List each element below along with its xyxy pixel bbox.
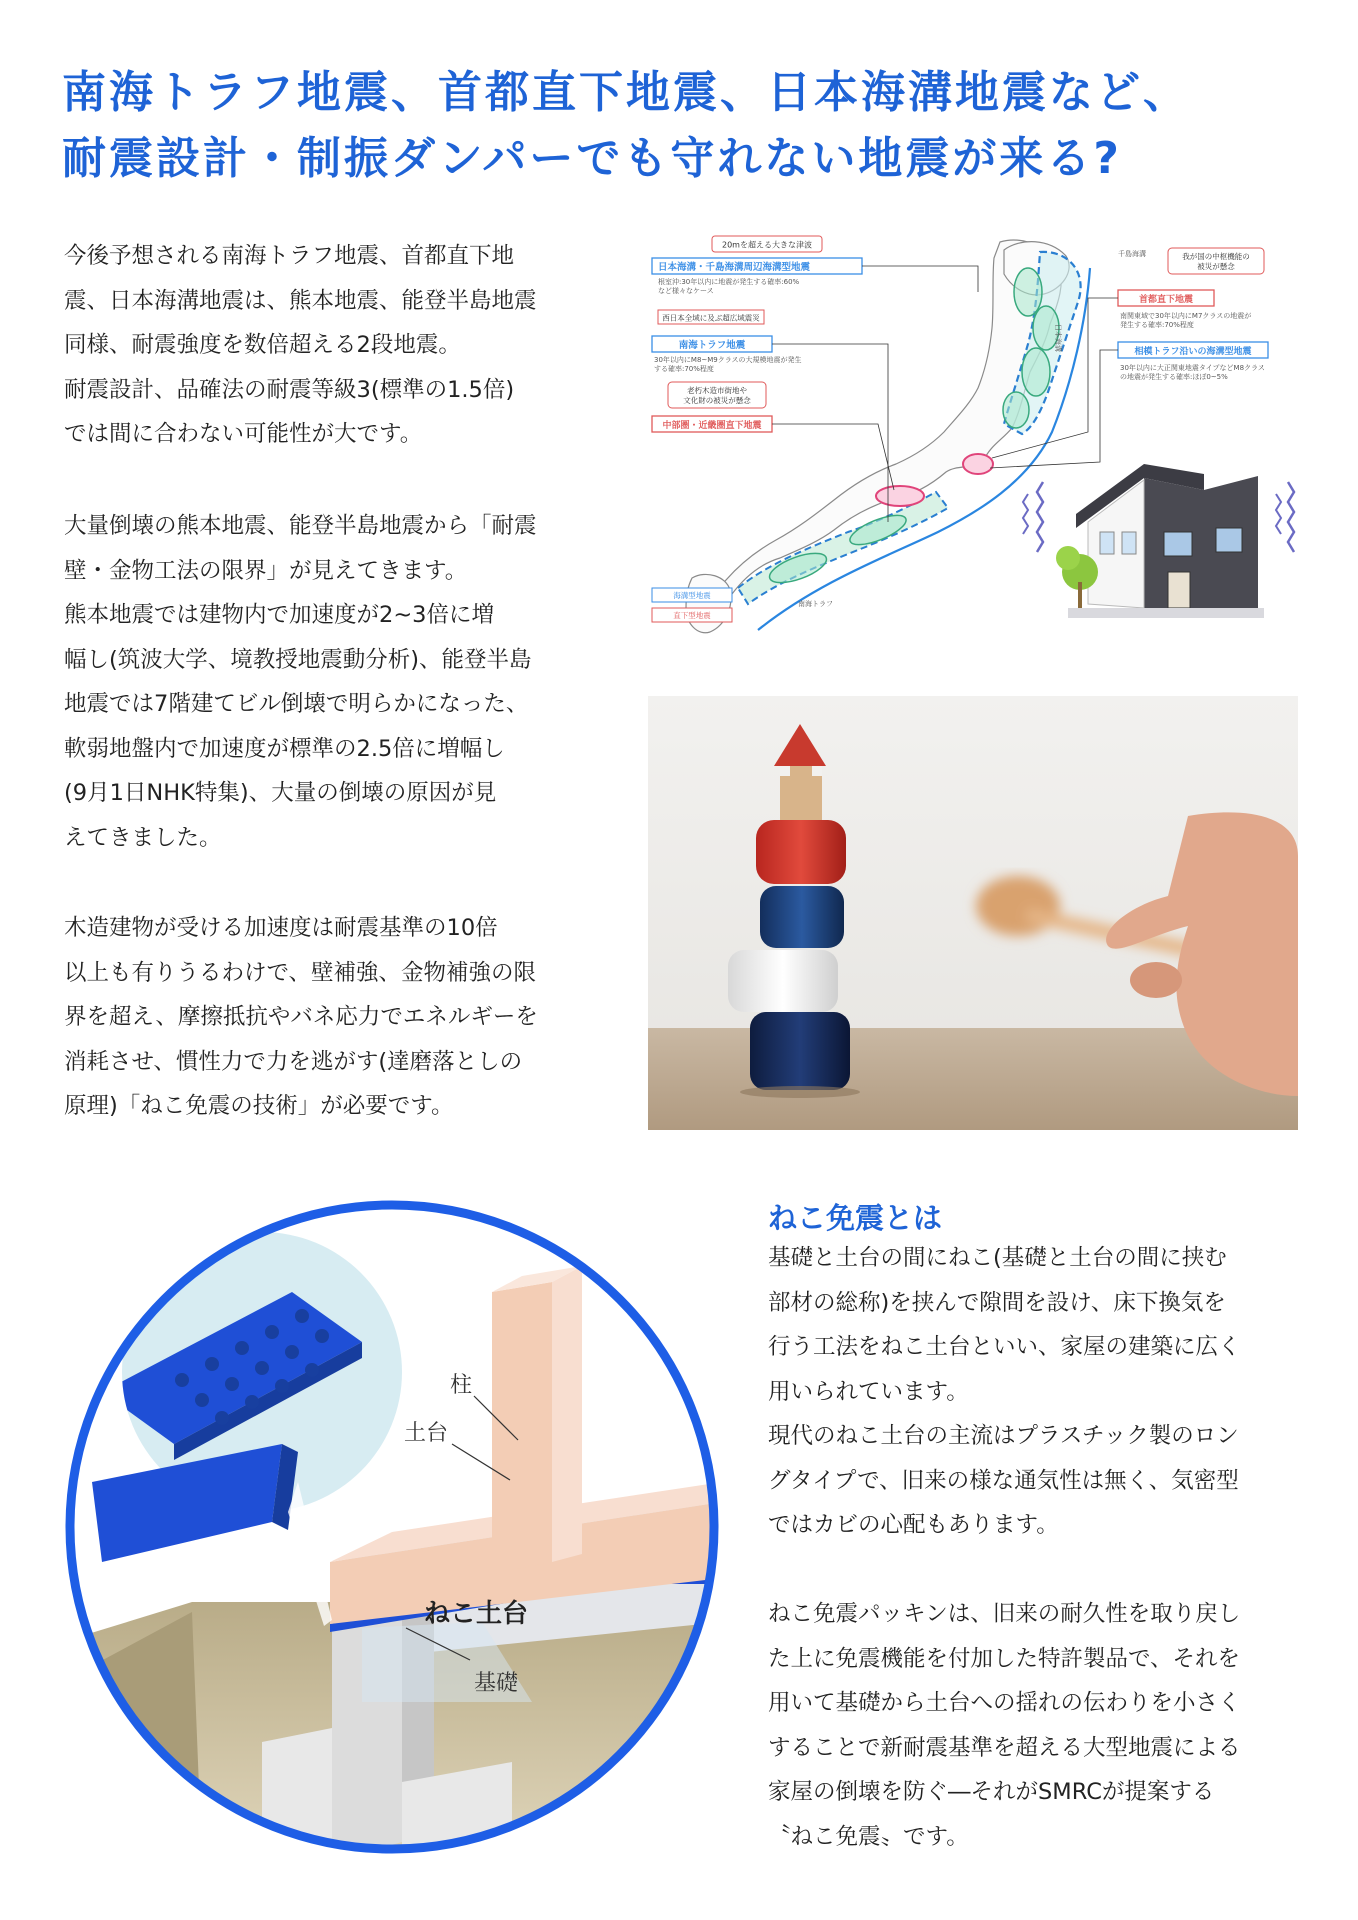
- svg-text:我が国の中枢機能の: 我が国の中枢機能の: [1182, 252, 1250, 261]
- white-block: [728, 950, 838, 1012]
- text-line: (9月1日NHK特集)、大量の倒壊の原因が見: [64, 780, 497, 806]
- section-heading: ねこ免震とは: [768, 1201, 943, 1235]
- shake-lines-left: [1037, 482, 1043, 552]
- label-sagami: [1118, 342, 1268, 381]
- section-paragraph-2: [768, 1592, 1308, 1859]
- text-line: 家屋の倒壊を防ぐ―それがSMRCが提案する: [768, 1779, 1215, 1805]
- text-line: ねこ免震パッキンは、旧来の耐久性を取り戻し: [768, 1601, 1241, 1627]
- text-line: 大量倒壊の熊本地震、能登半島地震から「耐震: [64, 513, 537, 539]
- label-kiso: 基礎: [474, 1671, 519, 1696]
- text-line: 耐震設計、品確法の耐震等級3(標準の1.5倍): [64, 376, 515, 403]
- page-title: [62, 60, 1312, 192]
- label-shuto: [1118, 290, 1251, 329]
- text-line: 壁・金物工法の限界」が見えてきます。: [64, 557, 468, 584]
- navy-block: [750, 1012, 850, 1090]
- text-line: 地震では7階建てビル倒壊で明らかになった、: [64, 691, 529, 717]
- svg-text:被災が懸念: 被災が懸念: [1197, 262, 1235, 271]
- intro-paragraph-3: [64, 906, 604, 1129]
- text-line: 震、日本海溝地震は、熊本地震、能登半島地震: [64, 287, 537, 314]
- text-line: 幅し(筑波大学、境教授地震動分析)、能登半島: [64, 646, 532, 673]
- zone-ellipse: [1022, 348, 1050, 396]
- title-line-1: 南海トラフ地震、首都直下地震、日本海溝地震など、: [62, 67, 1190, 118]
- svg-text:の地震が発生する確率:ほぼ0~5%: の地震が発生する確率:ほぼ0~5%: [1120, 373, 1228, 381]
- label-kokka: [1168, 248, 1264, 274]
- svg-text:直下型地震: 直下型地震: [673, 611, 711, 620]
- svg-text:海溝型地震: 海溝型地震: [673, 591, 711, 600]
- text-line: グタイプで、旧来の様な通気性は無く、気密型: [768, 1467, 1239, 1494]
- svg-text:南海トラフ地震: 南海トラフ地震: [678, 340, 746, 351]
- svg-text:相模トラフ沿いの海溝型地震: 相模トラフ沿いの海溝型地震: [1134, 347, 1252, 357]
- text-line: 原理)「ねこ免震の技術」が必要です。: [64, 1093, 454, 1119]
- text-line: 基礎と土台の間にねこ(基礎と土台の間に挟む: [768, 1245, 1227, 1271]
- text-line: 今後予想される南海トラフ地震、首都直下地: [64, 243, 515, 269]
- svg-text:老朽木造市街地や: 老朽木造市街地や: [687, 386, 747, 395]
- svg-text:する確率:70%程度: する確率:70%程度: [654, 365, 714, 373]
- red-block: [756, 820, 846, 884]
- svg-text:中部圏・近畿圏直下地震: 中部圏・近畿圏直下地震: [662, 421, 762, 431]
- svg-text:日本海溝・千島海溝周辺海溝型地震: 日本海溝・千島海溝周辺海溝型地震: [658, 262, 811, 273]
- label-neko-dodai: ねこ土台: [424, 1599, 529, 1629]
- text-line: 以上も有りうるわけで、壁補強、金物補強の限: [64, 959, 537, 986]
- earthquake-map: [648, 232, 1298, 652]
- title-line-2: 耐震設計・制振ダンパーでも守れない地震が来る?: [62, 133, 1122, 184]
- svg-text:西日本全域に及ぶ超広域震災: 西日本全域に及ぶ超広域震災: [662, 313, 760, 323]
- text-line: 同様、耐震強度を数倍超える2段地震。: [64, 332, 461, 358]
- label-chubu: [652, 416, 772, 432]
- text-line: 軟弱地盤内で加速度が標準の2.5倍に増幅し: [64, 735, 505, 762]
- text-line: 〝ねこ免震〟です。: [768, 1823, 969, 1850]
- intro-paragraph-2: [64, 504, 604, 860]
- svg-text:30年以内にM8~M9クラスの大規模地震が発生: 30年以内にM8~M9クラスの大規模地震が発生: [654, 356, 802, 364]
- text-line: えてきました。: [64, 824, 222, 851]
- label-bunka: [668, 382, 766, 408]
- blue-block: [760, 886, 844, 948]
- kyushu-outline: [686, 574, 731, 632]
- label-20m: [712, 236, 822, 252]
- text-line: 界を超え、摩擦抵抗やバネ応力でエネルギーを: [64, 1004, 538, 1030]
- text-line: では間に合わない可能性が大です。: [64, 421, 423, 447]
- label-nankai-trough: 南海トラフ: [798, 600, 833, 608]
- text-line: 部材の総称)を挟んで隙間を設け、床下換気を: [768, 1289, 1226, 1316]
- svg-text:文化財の被災が懸念: 文化財の被災が懸念: [683, 396, 751, 405]
- zone-ellipse: [1003, 392, 1029, 428]
- text-line: ではカビの心配もあります。: [768, 1512, 1059, 1538]
- label-hashira: 柱: [450, 1373, 473, 1398]
- text-line: た上に免震機能を付加した特許製品で、それを: [768, 1645, 1241, 1672]
- svg-text:首都直下地震: 首都直下地震: [1138, 295, 1194, 305]
- svg-text:発生する確率:70%程度: 発生する確率:70%程度: [1120, 321, 1194, 329]
- text-line: 現代のねこ土台の主流はプラスチック製のロン: [768, 1423, 1239, 1449]
- hashira-post: [492, 1266, 582, 1574]
- label-chishima: 千島海溝: [1118, 250, 1146, 258]
- shake-lines-right: [1288, 482, 1294, 552]
- text-line: することで新耐震基準を超える大型地震による: [768, 1734, 1241, 1761]
- epicenter-chubu: [876, 486, 924, 506]
- svg-text:30年以内に大正関東地震タイプなどM8クラス: 30年以内に大正関東地震タイプなどM8クラス: [1120, 364, 1265, 372]
- label-nishinihon: [658, 310, 764, 324]
- text-line: 木造建物が受ける加速度は耐震基準の10倍: [64, 915, 498, 941]
- zone-ellipse: [1014, 268, 1042, 316]
- neko-dodai-diagram: [62, 1182, 722, 1862]
- svg-text:など様々なケース: など様々なケース: [658, 287, 714, 295]
- daruma-otoshi-photo: [648, 696, 1298, 1130]
- label-dodai: 土台: [404, 1421, 449, 1446]
- svg-text:20mを超える大きな津波: 20mを超える大きな津波: [722, 240, 812, 250]
- text-line: 消耗させ、慣性力で力を逃がす(達磨落としの: [64, 1048, 523, 1075]
- text-line: 用いて基礎から土台への揺れの伝わりを小さく: [768, 1690, 1241, 1716]
- svg-text:南関東域で30年以内にM7クラスの地震が: 南関東域で30年以内にM7クラスの地震が: [1120, 312, 1252, 320]
- label-nihonkai: [652, 258, 862, 295]
- label-nankai: [652, 336, 802, 373]
- svg-text:根室沖:30年以内に地震が発生する確率:60%: 根室沖:30年以内に地震が発生する確率:60%: [658, 278, 800, 286]
- intro-paragraph-1: [64, 234, 604, 457]
- text-line: 用いられています。: [768, 1378, 969, 1405]
- house-illustration: [1023, 464, 1294, 618]
- text-line: 行う工法をねこ土台といい、家屋の建築に広く: [768, 1334, 1241, 1360]
- section-paragraph-1: [768, 1236, 1308, 1548]
- label-nihonkaiko: 日本海溝: [1054, 324, 1062, 352]
- epicenter-shuto: [963, 454, 993, 474]
- text-line: 熊本地震では建物内で加速度が2~3倍に増: [64, 602, 494, 628]
- leader-line: [862, 266, 978, 292]
